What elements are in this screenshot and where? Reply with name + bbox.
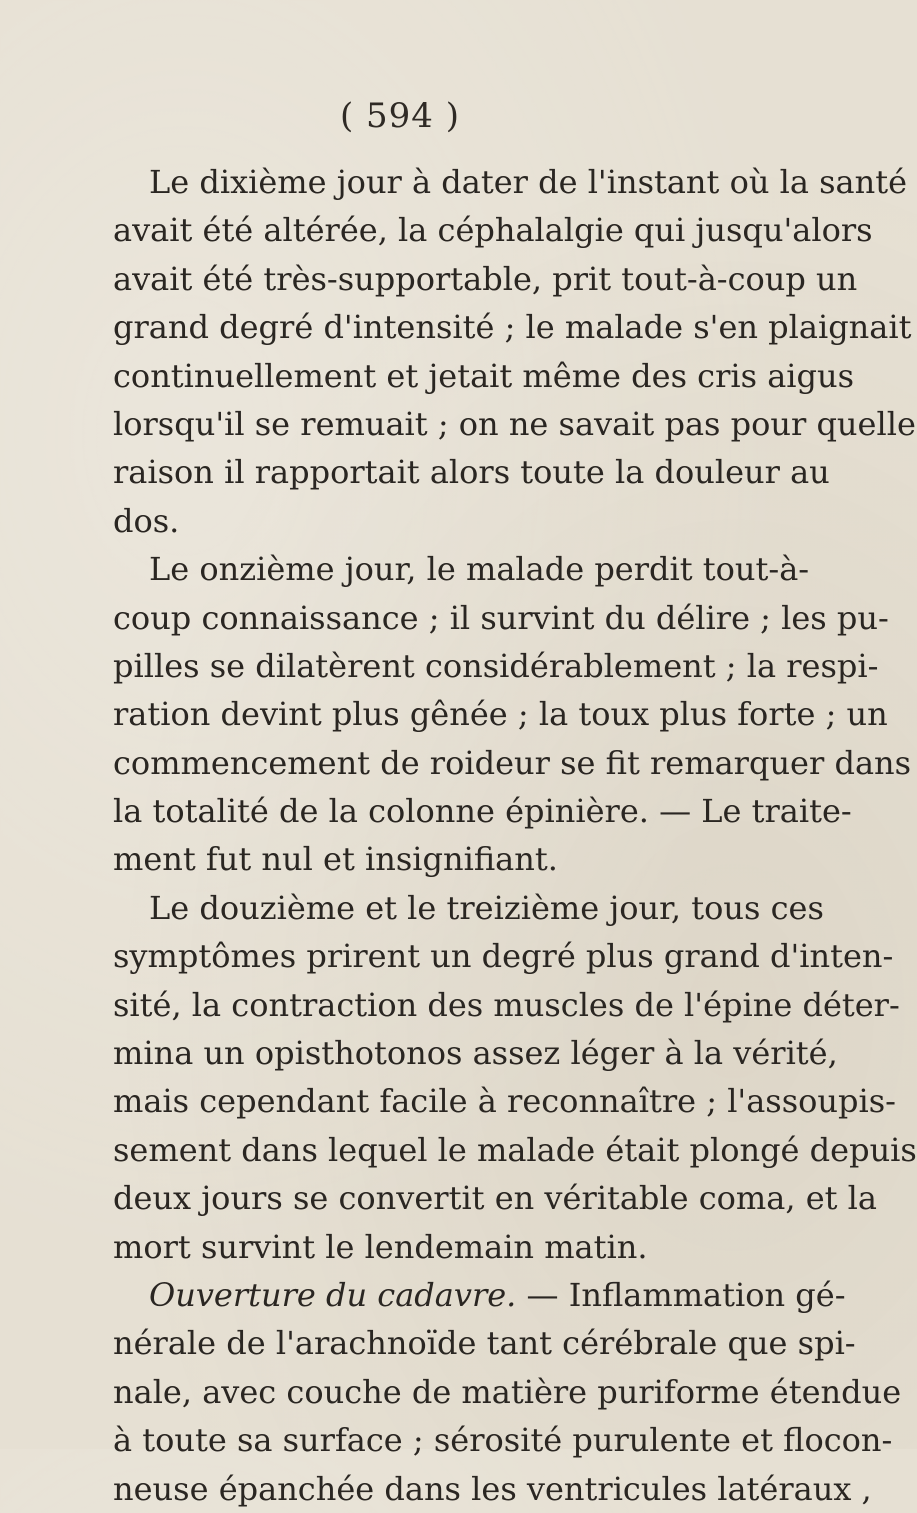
text-line: pilles se dilatèrent considérablement ; la respi- xyxy=(113,646,879,685)
text-line: nale, avec couche de matière puriforme étendue xyxy=(113,1372,902,1411)
text-line: raison il rapportait alors toute la douleur au xyxy=(113,453,830,492)
text-line: mort survint le lendemain matin. xyxy=(113,1227,648,1266)
body-text xyxy=(113,158,917,1513)
text-line: mais cependant facile à reconnaître ; l'assoupis- xyxy=(113,1082,896,1121)
text-line: ment fut nul et insignifiant. xyxy=(113,840,558,879)
text-line: lorsqu'il se remuait ; on ne savait pas pour quelle xyxy=(113,404,916,443)
text-line: la totalité de la colonne épinière. — Le traite- xyxy=(113,792,852,831)
section-heading-italic: Ouverture du cadavre. xyxy=(149,1275,517,1314)
text-line: deux jours se convertit en véritable coma, et la xyxy=(113,1179,877,1218)
text-line xyxy=(113,1271,846,1319)
text-line: mina un opisthotonos assez léger à la vérité, xyxy=(113,1034,838,1073)
text-line: Le douzième et le treizième jour, tous ces xyxy=(149,888,824,927)
text-line: avait été altérée, la céphalalgie qui jusqu'alors xyxy=(113,211,873,250)
page-number: ( 594 ) xyxy=(339,96,461,136)
text-line: Le onzième jour, le malade perdit tout-à- xyxy=(149,550,810,589)
text-line: grand degré d'intensité ; le malade s'en plaignait xyxy=(113,308,912,347)
text-line: avait été très-supportable, prit tout-à-coup un xyxy=(113,259,858,298)
text-line: dos. xyxy=(113,501,180,540)
text-line: sement dans lequel le malade était plongé depuis xyxy=(113,1130,917,1169)
text-line: Le dixième jour à dater de l'instant où la santé xyxy=(149,163,907,201)
text-line: coup connaissance ; il survint du délire ; les pu- xyxy=(113,598,889,637)
text-line: à toute sa surface ; sérosité purulente et flocon- xyxy=(113,1421,893,1460)
text-line: nérale de l'arachnoïde tant cérébrale que spi- xyxy=(113,1324,856,1363)
text-line: commencement de roideur se fit remarquer dans xyxy=(113,743,912,782)
text-line: sité, la contraction des muscles de l'épine déter- xyxy=(113,985,900,1024)
text-line: neuse épanchée dans les ventricules latéraux , xyxy=(113,1469,872,1508)
text-line: continuellement et jetait même des cris aigus xyxy=(113,356,855,395)
text-line-rest: — Inflammation gé- xyxy=(516,1275,846,1314)
text-line: ration devint plus gênée ; la toux plus forte ; un xyxy=(113,695,888,734)
text-line: symptômes prirent un degré plus grand d'inten- xyxy=(113,937,894,976)
